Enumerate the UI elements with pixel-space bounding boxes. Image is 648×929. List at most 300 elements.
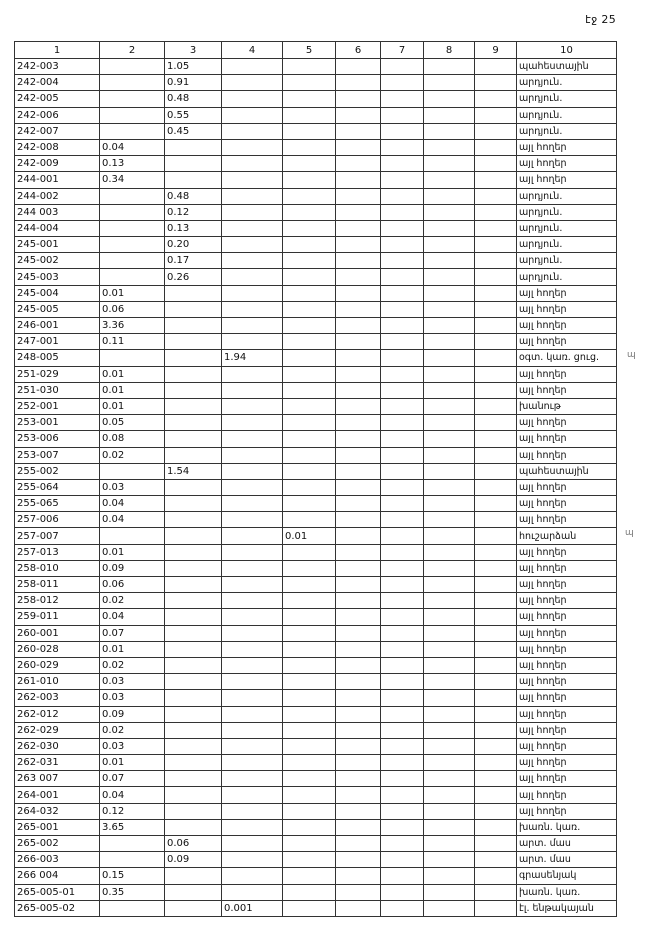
header-row (15, 42, 617, 59)
area-cell (336, 852, 381, 868)
area-cell (475, 156, 517, 172)
land-use-cell: այլ հողեր (517, 431, 617, 447)
area-cell (222, 577, 283, 593)
area-cell (100, 852, 165, 868)
table-body (15, 59, 617, 917)
area-cell: 0.01 (100, 755, 165, 771)
parcel-code-cell: 242-007 (15, 123, 100, 139)
parcel-code-cell: 266 004 (15, 868, 100, 884)
area-cell (165, 787, 222, 803)
land-use-cell: այլ հողեր (517, 641, 617, 657)
area-cell: 3.36 (100, 318, 165, 334)
area-cell (222, 512, 283, 528)
area-cell (100, 900, 165, 916)
area-cell (283, 139, 336, 155)
area-cell (381, 447, 424, 463)
parcel-code-cell: 266-003 (15, 852, 100, 868)
land-use-cell: այլ հողեր (517, 447, 617, 463)
area-cell (283, 204, 336, 220)
area-cell (336, 900, 381, 916)
area-cell: 0.01 (100, 382, 165, 398)
area-cell: 0.17 (165, 253, 222, 269)
area-cell (165, 447, 222, 463)
parcel-code-cell: 261-010 (15, 674, 100, 690)
area-cell (424, 512, 475, 528)
area-cell: 0.02 (100, 593, 165, 609)
area-cell (475, 253, 517, 269)
table-row (15, 722, 617, 738)
land-use-cell: արդյուն. (517, 188, 617, 204)
land-use-cell: այլ հողեր (517, 318, 617, 334)
area-cell (381, 172, 424, 188)
area-cell (424, 657, 475, 673)
area-cell (475, 350, 517, 366)
area-cell (381, 285, 424, 301)
area-cell (222, 674, 283, 690)
parcel-code-cell: 242-008 (15, 139, 100, 155)
area-cell: 0.48 (165, 188, 222, 204)
area-cell (283, 237, 336, 253)
area-cell (336, 836, 381, 852)
area-cell (336, 690, 381, 706)
area-cell: 0.03 (100, 738, 165, 754)
land-use-cell: այլ հողեր (517, 285, 617, 301)
table-row (15, 641, 617, 657)
area-cell: 0.04 (100, 787, 165, 803)
area-cell (283, 382, 336, 398)
area-cell (381, 544, 424, 560)
area-cell (424, 301, 475, 317)
area-cell: 0.12 (100, 803, 165, 819)
column-header-10: 10 (517, 42, 617, 59)
area-cell (283, 172, 336, 188)
area-cell (222, 204, 283, 220)
area-cell (336, 755, 381, 771)
area-cell (222, 301, 283, 317)
area-cell (165, 803, 222, 819)
parcel-code-cell: 264-032 (15, 803, 100, 819)
area-cell (283, 91, 336, 107)
land-use-cell: այլ հողեր (517, 544, 617, 560)
margin-mark: պ (627, 350, 636, 360)
table-row (15, 431, 617, 447)
parcel-code-cell: 244-001 (15, 172, 100, 188)
area-cell: 0.09 (100, 706, 165, 722)
area-cell (381, 512, 424, 528)
area-cell (283, 301, 336, 317)
table-row (15, 301, 617, 317)
area-cell (283, 253, 336, 269)
column-header-5: 5 (283, 42, 336, 59)
area-cell: 1.54 (165, 463, 222, 479)
area-cell (165, 156, 222, 172)
area-cell (475, 706, 517, 722)
land-use-cell: այլ հողեր (517, 738, 617, 754)
area-cell (424, 382, 475, 398)
area-cell (381, 479, 424, 495)
area-cell (424, 398, 475, 414)
land-use-cell: արդյուն. (517, 253, 617, 269)
area-cell (336, 366, 381, 382)
area-cell (381, 188, 424, 204)
land-use-cell: խանութ (517, 398, 617, 414)
area-cell (283, 220, 336, 236)
area-cell (336, 253, 381, 269)
area-cell (475, 269, 517, 285)
area-cell (424, 366, 475, 382)
area-cell (283, 593, 336, 609)
table-row (15, 512, 617, 528)
area-cell (475, 75, 517, 91)
column-header-8: 8 (424, 42, 475, 59)
area-cell (424, 59, 475, 75)
table-row (15, 204, 617, 220)
parcel-code-cell: 265-001 (15, 819, 100, 835)
parcel-code-cell: 251-029 (15, 366, 100, 382)
area-cell (381, 528, 424, 544)
land-use-cell: արդյուն. (517, 91, 617, 107)
area-cell: 0.15 (100, 868, 165, 884)
area-cell (283, 625, 336, 641)
area-cell (336, 544, 381, 560)
area-cell: 0.01 (100, 398, 165, 414)
area-cell (100, 107, 165, 123)
area-cell (165, 431, 222, 447)
area-cell (336, 398, 381, 414)
parcel-code-cell: 251-030 (15, 382, 100, 398)
area-cell (381, 350, 424, 366)
area-cell (165, 398, 222, 414)
parcel-code-cell: 246-001 (15, 318, 100, 334)
area-cell (283, 496, 336, 512)
land-use-cell: այլ հողեր (517, 479, 617, 495)
land-use-cell: այլ հողեր (517, 496, 617, 512)
area-cell (336, 819, 381, 835)
area-cell (424, 447, 475, 463)
area-cell: 0.01 (100, 641, 165, 657)
area-cell (424, 107, 475, 123)
area-cell (336, 415, 381, 431)
land-use-cell: էլ. ենթակայան (517, 900, 617, 916)
area-cell: 0.04 (100, 609, 165, 625)
table-row (15, 463, 617, 479)
area-cell (283, 787, 336, 803)
area-cell (336, 188, 381, 204)
parcel-code-cell: 245-003 (15, 269, 100, 285)
area-cell (222, 237, 283, 253)
area-cell (424, 819, 475, 835)
parcel-code-cell: 255-064 (15, 479, 100, 495)
area-cell (336, 91, 381, 107)
area-cell (336, 172, 381, 188)
table-row (15, 237, 617, 253)
land-use-cell: պահեստային (517, 463, 617, 479)
area-cell: 0.01 (100, 366, 165, 382)
area-cell (381, 253, 424, 269)
area-cell (475, 220, 517, 236)
area-cell: 0.11 (100, 334, 165, 350)
parcel-code-cell: 257-007 (15, 528, 100, 544)
area-cell: 0.07 (100, 771, 165, 787)
area-cell (165, 674, 222, 690)
area-cell (475, 107, 517, 123)
area-cell (381, 91, 424, 107)
area-cell (424, 593, 475, 609)
area-cell (475, 625, 517, 641)
area-cell: 0.02 (100, 657, 165, 673)
area-cell: 0.09 (100, 560, 165, 576)
parcel-code-cell: 265-002 (15, 836, 100, 852)
area-cell (165, 690, 222, 706)
table-row (15, 819, 617, 835)
area-cell: 0.03 (100, 479, 165, 495)
column-header-4: 4 (222, 42, 283, 59)
area-cell (424, 220, 475, 236)
area-cell (336, 528, 381, 544)
area-cell (475, 398, 517, 414)
land-use-cell: արդյուն. (517, 75, 617, 91)
table-row (15, 900, 617, 916)
area-cell (381, 398, 424, 414)
table-row (15, 382, 617, 398)
area-cell (100, 188, 165, 204)
area-cell (475, 188, 517, 204)
area-cell (283, 188, 336, 204)
area-cell (336, 301, 381, 317)
area-cell: 1.05 (165, 59, 222, 75)
area-cell (424, 75, 475, 91)
area-cell (381, 75, 424, 91)
parcel-code-cell: 244 003 (15, 204, 100, 220)
area-cell (283, 59, 336, 75)
area-cell (283, 674, 336, 690)
parcel-code-cell: 262-003 (15, 690, 100, 706)
table-row (15, 771, 617, 787)
area-cell (165, 609, 222, 625)
area-cell (165, 560, 222, 576)
parcel-code-cell: 245-005 (15, 301, 100, 317)
area-cell (283, 803, 336, 819)
area-cell: 3.65 (100, 819, 165, 835)
area-cell (283, 690, 336, 706)
area-cell (283, 334, 336, 350)
area-cell (475, 819, 517, 835)
table-row (15, 59, 617, 75)
land-use-cell: այլ հողեր (517, 609, 617, 625)
area-cell (100, 204, 165, 220)
area-cell (222, 172, 283, 188)
parcel-code-cell: 258-012 (15, 593, 100, 609)
area-cell (336, 738, 381, 754)
table-row (15, 787, 617, 803)
area-cell (222, 285, 283, 301)
area-cell (381, 852, 424, 868)
land-use-cell: այլ հողեր (517, 625, 617, 641)
area-cell (336, 609, 381, 625)
area-cell (165, 625, 222, 641)
area-cell (165, 479, 222, 495)
area-cell (222, 188, 283, 204)
area-cell (475, 852, 517, 868)
area-cell (336, 674, 381, 690)
land-use-cell: այլ հողեր (517, 512, 617, 528)
table-row (15, 528, 617, 544)
area-cell (222, 496, 283, 512)
area-cell (283, 431, 336, 447)
area-cell (381, 771, 424, 787)
area-cell: 0.91 (165, 75, 222, 91)
area-cell (222, 479, 283, 495)
area-cell (475, 463, 517, 479)
area-cell (381, 318, 424, 334)
area-cell (336, 479, 381, 495)
column-header-2: 2 (100, 42, 165, 59)
area-cell (475, 593, 517, 609)
area-cell (222, 334, 283, 350)
area-cell (100, 350, 165, 366)
area-cell (475, 544, 517, 560)
area-cell (424, 674, 475, 690)
area-cell (381, 577, 424, 593)
area-cell (222, 706, 283, 722)
table-row (15, 107, 617, 123)
area-cell (381, 269, 424, 285)
area-cell (475, 204, 517, 220)
area-cell (475, 674, 517, 690)
area-cell (424, 900, 475, 916)
table-row (15, 350, 617, 366)
area-cell (100, 59, 165, 75)
table-row (15, 674, 617, 690)
area-cell (424, 334, 475, 350)
area-cell: 1.94 (222, 350, 283, 366)
area-cell (165, 657, 222, 673)
area-cell (424, 318, 475, 334)
table-row (15, 593, 617, 609)
area-cell (381, 690, 424, 706)
area-cell (222, 366, 283, 382)
area-cell (424, 560, 475, 576)
table-row (15, 188, 617, 204)
area-cell (475, 285, 517, 301)
area-cell (424, 123, 475, 139)
page-number: էջ 25 (585, 13, 616, 26)
area-cell (222, 722, 283, 738)
area-cell (165, 318, 222, 334)
area-cell (475, 771, 517, 787)
area-cell (283, 544, 336, 560)
area-cell (100, 123, 165, 139)
land-use-cell: այլ հողեր (517, 755, 617, 771)
area-cell (222, 75, 283, 91)
land-use-cell: այլ հողեր (517, 382, 617, 398)
table-row (15, 156, 617, 172)
table-row (15, 852, 617, 868)
area-cell (222, 415, 283, 431)
table-row (15, 625, 617, 641)
table-row (15, 755, 617, 771)
area-cell (283, 398, 336, 414)
area-cell: 0.03 (100, 690, 165, 706)
table-row (15, 334, 617, 350)
land-use-cell: այլ հողեր (517, 172, 617, 188)
table-row (15, 398, 617, 414)
area-cell: 0.05 (100, 415, 165, 431)
area-cell (381, 593, 424, 609)
area-cell (222, 398, 283, 414)
area-cell (381, 609, 424, 625)
area-cell (336, 431, 381, 447)
area-cell (222, 755, 283, 771)
area-cell (475, 447, 517, 463)
table-row (15, 738, 617, 754)
land-use-cell: արդյուն. (517, 204, 617, 220)
area-cell (381, 415, 424, 431)
area-cell (336, 204, 381, 220)
area-cell (222, 868, 283, 884)
area-cell (475, 91, 517, 107)
land-use-cell: այլ հողեր (517, 706, 617, 722)
area-cell (424, 609, 475, 625)
parcel-code-cell: 247-001 (15, 334, 100, 350)
area-cell (336, 139, 381, 155)
area-cell (475, 787, 517, 803)
area-cell (475, 237, 517, 253)
area-cell (424, 884, 475, 900)
table-row (15, 884, 617, 900)
table-row (15, 803, 617, 819)
area-cell (475, 868, 517, 884)
area-cell (336, 220, 381, 236)
area-cell (336, 803, 381, 819)
table-row (15, 139, 617, 155)
area-cell (336, 706, 381, 722)
table-row (15, 220, 617, 236)
land-use-cell: այլ հողեր (517, 366, 617, 382)
area-cell (381, 123, 424, 139)
area-cell (283, 447, 336, 463)
area-cell: 0.48 (165, 91, 222, 107)
parcel-code-cell: 262-029 (15, 722, 100, 738)
area-cell (165, 771, 222, 787)
area-cell (381, 884, 424, 900)
column-header-1: 1 (15, 42, 100, 59)
area-cell (336, 722, 381, 738)
area-cell (222, 836, 283, 852)
area-cell (283, 657, 336, 673)
area-cell (222, 787, 283, 803)
area-cell (283, 156, 336, 172)
area-cell (424, 690, 475, 706)
area-cell (222, 884, 283, 900)
area-cell (283, 560, 336, 576)
area-cell (475, 884, 517, 900)
land-use-cell: արդյուն. (517, 269, 617, 285)
area-cell (336, 123, 381, 139)
area-cell (283, 755, 336, 771)
area-cell (424, 156, 475, 172)
table-row (15, 285, 617, 301)
area-cell (424, 641, 475, 657)
area-cell (222, 91, 283, 107)
land-use-cell: արդյուն. (517, 107, 617, 123)
area-cell (475, 560, 517, 576)
area-cell (222, 852, 283, 868)
area-cell (381, 382, 424, 398)
parcel-code-cell: 248-005 (15, 350, 100, 366)
parcel-code-cell: 265-005-01 (15, 884, 100, 900)
area-cell (222, 431, 283, 447)
